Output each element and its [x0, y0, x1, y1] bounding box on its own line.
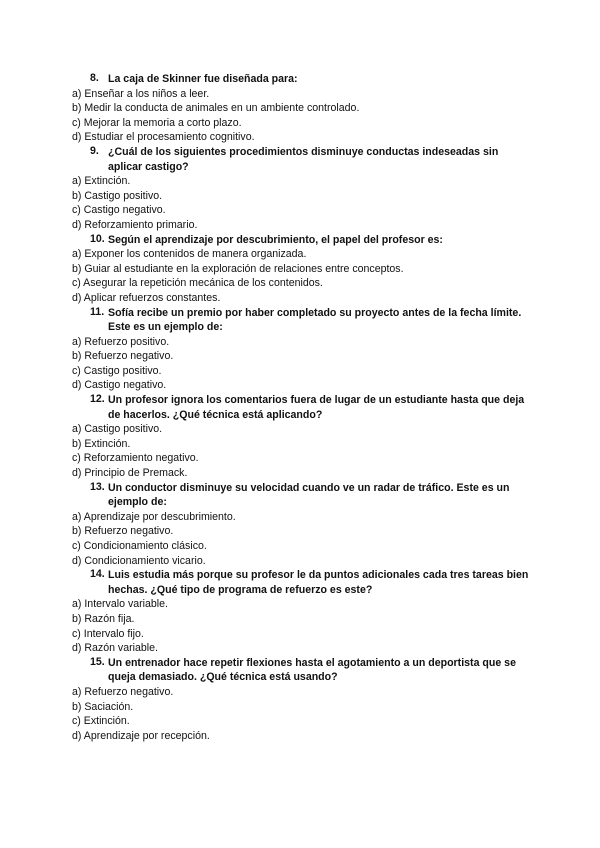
- question-number: 13.: [90, 480, 105, 493]
- question-text: Un conductor disminuye su velocidad cuando ve un radar de tráfico. Este es un ejemplo de:: [108, 481, 510, 509]
- question-number: 10.: [90, 232, 105, 245]
- question-12: [0, 393, 600, 481]
- question-text: ¿Cuál de los siguientes procedimientos disminuye conductas indeseadas sin aplicar castigo?: [108, 145, 499, 173]
- option-b: b) Refuerzo negativo.: [72, 350, 174, 363]
- option-a: a) Exponer los contenidos de manera organizada.: [72, 248, 307, 261]
- option-b: b) Razón fija.: [72, 612, 135, 625]
- option-b: b) Guiar al estudiante en la exploración de relaciones entre conceptos.: [72, 262, 404, 275]
- option-d: d) Principio de Premack.: [72, 467, 188, 480]
- question-13: [0, 481, 600, 569]
- option-b: b) Castigo positivo.: [72, 189, 163, 202]
- option-d: d) Razón variable.: [72, 642, 158, 655]
- question-number: 8.: [90, 72, 99, 84]
- option-d: d) Condicionamiento vicario.: [72, 554, 206, 567]
- question-8: [0, 72, 600, 145]
- option-a: a) Extinción.: [72, 175, 131, 188]
- question-number: 15.: [90, 655, 105, 668]
- question-number: 12.: [90, 393, 105, 406]
- option-c: c) Condicionamiento clásico.: [72, 540, 207, 552]
- option-b: b) Refuerzo negativo.: [72, 525, 174, 538]
- option-a: a) Aprendizaje por descubrimiento.: [72, 510, 236, 523]
- option-a: a) Refuerzo positivo.: [72, 335, 170, 348]
- question-text: Luis estudia más porque su profesor le da puntos adicionales cada tres tareas bien hechas. ¿Qué tipo de programa de refuerzo es este?: [108, 569, 529, 596]
- option-a: a) Castigo positivo.: [72, 423, 163, 436]
- question-number: 14.: [90, 568, 105, 581]
- question-11: [0, 306, 600, 394]
- option-c: c) Castigo positivo.: [72, 364, 162, 377]
- option-d: d) Estudiar el procesamiento cognitivo.: [72, 131, 255, 144]
- question-9: [0, 145, 600, 233]
- question-10: [0, 233, 600, 306]
- option-d: d) Aplicar refuerzos constantes.: [72, 291, 221, 304]
- option-a: a) Intervalo variable.: [72, 598, 168, 611]
- option-a: a) Refuerzo negativo.: [72, 685, 174, 698]
- question-text: La caja de Skinner fue diseñada para:: [108, 73, 298, 85]
- option-b: b) Medir la conducta de animales en un ambiente controlado.: [72, 102, 360, 115]
- option-c: c) Extinción.: [72, 715, 130, 728]
- question-text: Sofía recibe un premio por haber completado su proyecto antes de la fecha límite. Este es un ejemplo de:: [108, 306, 522, 334]
- question-text: Un entrenador hace repetir flexiones hasta el agotamiento a un deportista que se queja demasiado. ¿Qué técnica está usando?: [108, 656, 516, 684]
- option-a: a) Enseñar a los niños a leer.: [72, 87, 210, 100]
- option-d: d) Aprendizaje por recepción.: [72, 729, 210, 742]
- question-15: [0, 656, 600, 744]
- option-b: b) Saciación.: [72, 700, 134, 713]
- question-text: Según el aprendizaje por descubrimiento, el papel del profesor es:: [108, 233, 443, 246]
- question-text: Un profesor ignora los comentarios fuera de lugar de un estudiante hasta que deja de hacerlos. ¿Qué técnica está aplicando?: [108, 394, 525, 421]
- question-14: [0, 568, 600, 656]
- option-d: d) Reforzamiento primario.: [72, 218, 198, 231]
- option-c: c) Intervalo fijo.: [72, 627, 144, 640]
- option-c: c) Asegurar la repetición mecánica de los contenidos.: [72, 277, 323, 290]
- question-number: 11.: [90, 305, 105, 318]
- option-b: b) Extinción.: [72, 437, 131, 450]
- option-c: c) Mejorar la memoria a corto plazo.: [72, 116, 242, 129]
- option-c: c) Reforzamiento negativo.: [72, 452, 199, 465]
- option-d: d) Castigo negativo.: [72, 379, 167, 392]
- option-c: c) Castigo negativo.: [72, 204, 166, 217]
- question-number: 9.: [90, 144, 99, 157]
